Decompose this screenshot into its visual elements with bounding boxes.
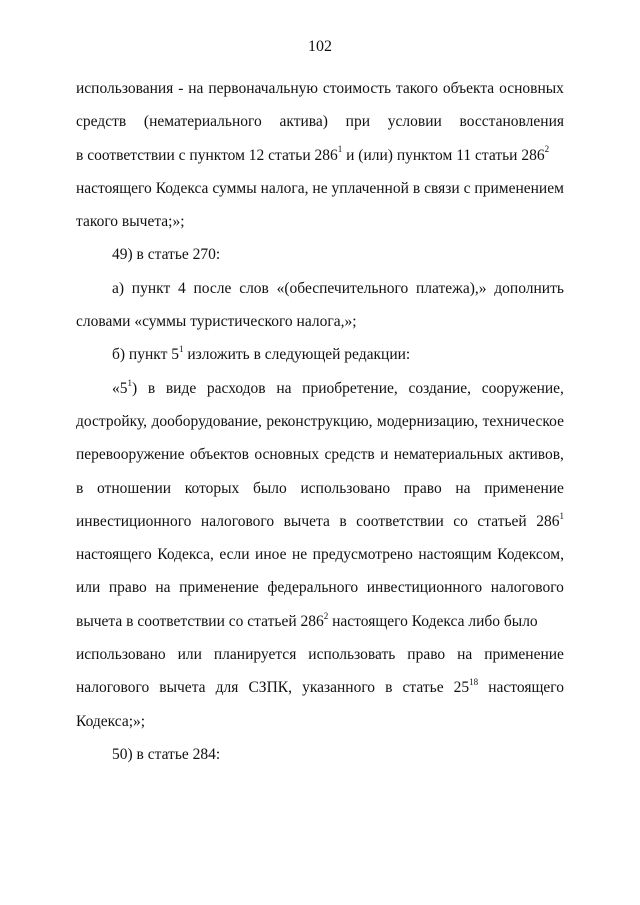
word: использовано bbox=[76, 646, 166, 664]
text-line bbox=[76, 505, 564, 538]
word: налогового bbox=[490, 579, 564, 597]
word: условии bbox=[387, 113, 442, 131]
word: стоимость bbox=[322, 80, 392, 97]
text-line bbox=[76, 605, 564, 638]
text-segment: вычета в соответствии со статьей 286 bbox=[76, 612, 324, 630]
word: федерального bbox=[267, 579, 359, 597]
word: Кодекса bbox=[155, 179, 209, 197]
word: пункт bbox=[131, 279, 171, 297]
word: средств bbox=[76, 113, 127, 131]
word: создание, bbox=[408, 379, 472, 397]
text-line: словами «суммы туристического налога,»; bbox=[76, 313, 357, 331]
text-segment: «5 bbox=[112, 379, 128, 397]
word: реконструкцию, bbox=[266, 412, 373, 430]
word: в bbox=[339, 512, 347, 530]
text-line bbox=[76, 272, 564, 305]
article-number bbox=[454, 671, 479, 704]
word: право bbox=[108, 579, 147, 597]
text-segment: 25 bbox=[453, 679, 470, 697]
word: со bbox=[453, 512, 468, 530]
word: после bbox=[193, 279, 232, 297]
word: суммы bbox=[212, 179, 257, 197]
word: настоящего bbox=[76, 179, 152, 197]
superscript: 1 bbox=[337, 144, 343, 155]
word: объекта bbox=[442, 80, 495, 97]
article-number bbox=[536, 505, 564, 538]
text-line bbox=[76, 571, 564, 604]
text-line bbox=[76, 638, 564, 671]
word: активов, bbox=[508, 446, 564, 464]
word: сооружение, bbox=[481, 379, 564, 397]
word: для bbox=[215, 679, 239, 697]
word: которых bbox=[184, 479, 240, 497]
text-segment: 286 bbox=[536, 512, 560, 530]
word: дополнить bbox=[494, 279, 564, 297]
text-line bbox=[76, 338, 564, 371]
word: первоначальную bbox=[208, 80, 318, 97]
superscript: 2 bbox=[544, 144, 550, 155]
word: при bbox=[345, 113, 371, 131]
text-segment: б) пункт 5 bbox=[112, 346, 179, 364]
word: техническое bbox=[482, 412, 564, 430]
word: нематериальных bbox=[393, 446, 504, 464]
word: модернизацию, bbox=[376, 412, 479, 430]
word: настоящего bbox=[488, 679, 564, 697]
word: на bbox=[455, 479, 471, 497]
word: в bbox=[147, 379, 156, 397]
text-line bbox=[76, 405, 564, 438]
word: СЗПК, bbox=[248, 679, 292, 697]
word: а) bbox=[112, 279, 125, 297]
word: с bbox=[463, 179, 471, 197]
word: или bbox=[177, 646, 202, 664]
word: объектов bbox=[189, 446, 249, 464]
word: использования bbox=[76, 80, 174, 97]
word: основных bbox=[254, 446, 320, 464]
word: указанного bbox=[302, 679, 376, 697]
text-line: такого вычета;»; bbox=[76, 213, 185, 231]
text-line bbox=[76, 139, 564, 172]
text-segment: и (или) пунктом 11 статьи 286 bbox=[342, 146, 545, 164]
word: право bbox=[407, 646, 446, 664]
text-segment: настоящего Кодекса либо было bbox=[328, 612, 538, 630]
word: налогового bbox=[200, 512, 275, 530]
superscript: 1 bbox=[127, 377, 132, 388]
text-segment: изложить в следующей редакции: bbox=[183, 346, 411, 364]
word: приобретение, bbox=[302, 379, 398, 397]
word: применение bbox=[179, 579, 259, 597]
text-line: Кодекса;»; bbox=[76, 712, 146, 730]
word: (нематериального bbox=[143, 113, 262, 131]
word: отношении bbox=[97, 479, 172, 497]
word: в bbox=[385, 679, 393, 697]
text-segment: в соответствии с пунктом 12 статьи 286 bbox=[76, 146, 338, 164]
word: если bbox=[219, 546, 250, 564]
word: настоящим bbox=[418, 546, 492, 564]
word: статьей bbox=[477, 512, 527, 530]
word: иное bbox=[255, 546, 287, 564]
word: инвестиционного bbox=[76, 512, 192, 530]
word: налогового bbox=[76, 679, 150, 697]
word: статье bbox=[402, 679, 444, 697]
word: право bbox=[403, 479, 442, 497]
text-line bbox=[76, 172, 564, 205]
word: расходов bbox=[206, 379, 266, 397]
word: 4 bbox=[178, 279, 186, 297]
word: платежа),» bbox=[415, 279, 487, 297]
text-line bbox=[76, 472, 564, 505]
word: настоящего bbox=[76, 546, 152, 564]
word: виде bbox=[165, 379, 197, 397]
word: и bbox=[380, 446, 389, 464]
quoted-item-number bbox=[112, 372, 137, 405]
word: вычета bbox=[159, 679, 206, 697]
word: на bbox=[276, 379, 292, 397]
superscript: 1 bbox=[179, 344, 184, 355]
superscript: 1 bbox=[559, 510, 564, 521]
text-line: 50) в статье 284: bbox=[112, 745, 221, 763]
word: перевооружение bbox=[76, 446, 185, 464]
word: Кодекса, bbox=[157, 546, 214, 564]
word: «(обеспечительного bbox=[276, 279, 409, 297]
word: уплаченной bbox=[331, 179, 409, 197]
word: актива) bbox=[279, 113, 328, 131]
word: было bbox=[253, 479, 287, 497]
word: дооборудование, bbox=[151, 412, 262, 430]
word: слов bbox=[239, 279, 269, 297]
superscript: 18 bbox=[469, 677, 479, 688]
word: на bbox=[457, 646, 473, 664]
word: применение bbox=[484, 479, 564, 497]
text-line: 49) в статье 270: bbox=[112, 246, 221, 264]
word: налога, bbox=[260, 179, 309, 197]
word: связи bbox=[424, 179, 460, 197]
word: такого bbox=[395, 80, 438, 97]
word: достройку, bbox=[76, 412, 148, 430]
word: планируется bbox=[213, 646, 297, 664]
word: предусмотрено bbox=[312, 546, 413, 564]
word: применением bbox=[474, 179, 564, 197]
word: соответствии bbox=[356, 512, 444, 530]
word: использовать bbox=[308, 646, 396, 664]
word: на bbox=[155, 579, 171, 597]
text-line bbox=[76, 105, 564, 138]
text-line bbox=[76, 372, 564, 405]
word: вычета bbox=[283, 512, 330, 530]
word: инвестиционного bbox=[366, 579, 483, 597]
word: Кодексом, bbox=[497, 546, 564, 564]
word: не bbox=[312, 179, 328, 197]
word: или bbox=[76, 579, 101, 597]
word: восстановления bbox=[459, 113, 564, 131]
word: применение bbox=[484, 646, 564, 664]
word: основных bbox=[499, 80, 564, 97]
word: - bbox=[178, 80, 184, 97]
text-segment: ) bbox=[132, 379, 138, 397]
text-line bbox=[76, 72, 564, 105]
word: не bbox=[291, 546, 308, 564]
word: средств bbox=[324, 446, 375, 464]
word: в bbox=[76, 479, 84, 497]
page-number: 102 bbox=[308, 38, 332, 55]
document-body bbox=[76, 72, 564, 771]
text-line bbox=[76, 538, 564, 571]
text-line bbox=[76, 671, 564, 704]
superscript: 2 bbox=[323, 610, 329, 621]
text-line bbox=[76, 438, 564, 471]
word: на bbox=[188, 80, 204, 97]
word: в bbox=[412, 179, 421, 197]
word: использовано bbox=[300, 479, 391, 497]
